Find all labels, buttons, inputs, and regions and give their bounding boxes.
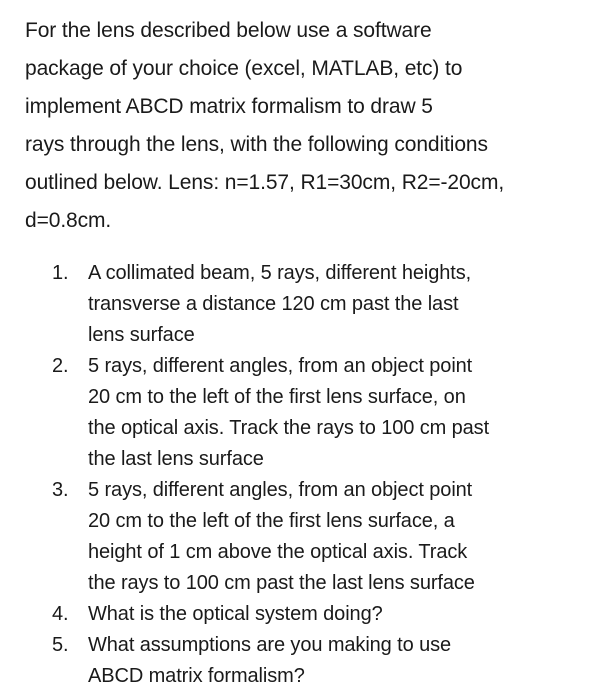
question-number: 4. [52,603,69,625]
question-line: transverse a distance 120 cm past the last [88,293,459,315]
intro-line: rays through the lens, with the following conditions [25,133,488,156]
intro-line: d=0.8cm. [25,209,112,232]
question-line: lens surface [88,324,195,346]
question-line: 5 rays, different angles, from an object point [88,479,473,501]
question-number: 1. [52,262,69,284]
question-line: What assumptions are you making to use [88,634,452,656]
question-line: the last lens surface [88,448,264,470]
question-line: A collimated beam, 5 rays, different heights, [88,262,472,284]
question-number: 5. [52,634,69,656]
question-number: 2. [52,355,69,377]
question-line: 5 rays, different angles, from an object point [88,355,473,377]
question-item-2 [52,351,587,475]
question-line: 20 cm to the left of the first lens surface, on [88,386,466,408]
question-number: 3. [52,479,69,501]
intro-paragraph [25,12,584,240]
question-line: height of 1 cm above the optical axis. Track [88,541,468,563]
question-item-4 [52,599,587,630]
question-line: the rays to 100 cm past the last lens surface [88,572,475,594]
question-line: 20 cm to the left of the first lens surface, a [88,510,455,532]
question-line: What is the optical system doing? [88,603,383,625]
intro-line: For the lens described below use a software [25,19,432,42]
intro-line: package of your choice (excel, MATLAB, etc) to [25,57,463,80]
question-item-3 [52,475,587,599]
question-line: ABCD matrix formalism? [88,665,305,687]
question-list [52,258,587,692]
question-line: the optical axis. Track the rays to 100 cm past [88,417,490,439]
intro-line: implement ABCD matrix formalism to draw 5 [25,95,433,118]
intro-line: outlined below. Lens: n=1.57, R1=30cm, R2=-20cm, [25,171,505,194]
question-item-1 [52,258,587,351]
question-item-5 [52,630,587,692]
